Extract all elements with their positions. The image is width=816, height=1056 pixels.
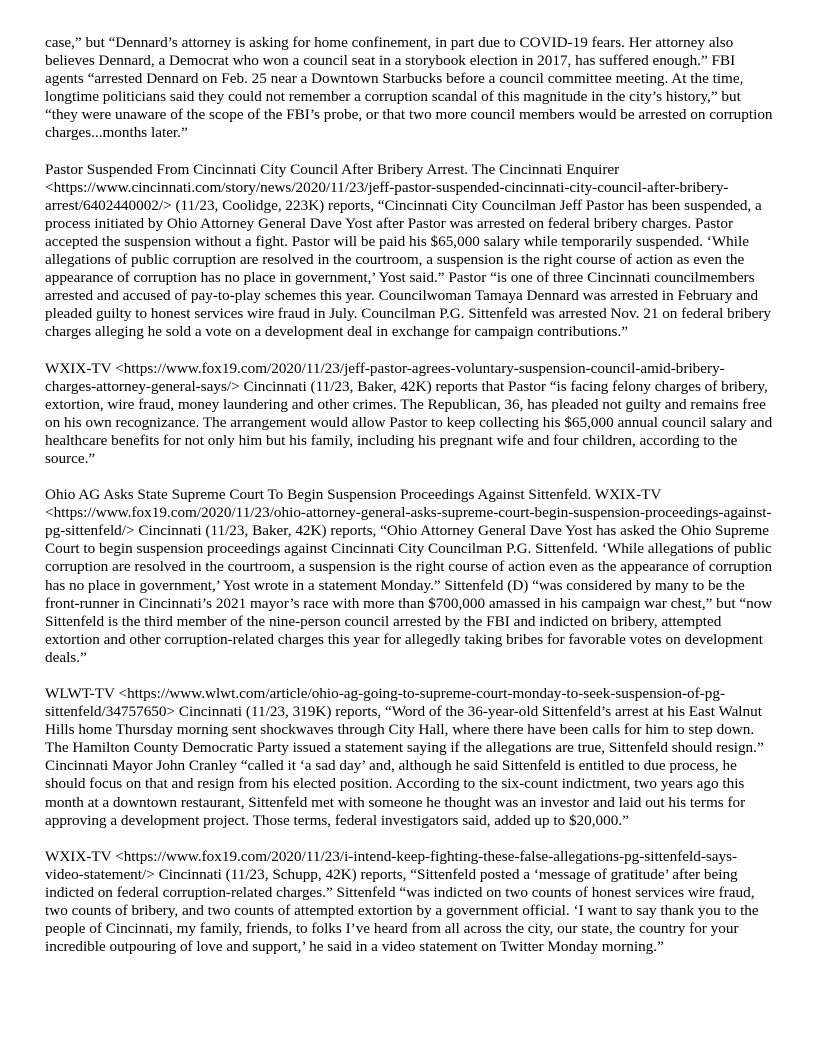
paragraph-dennard-continued: case,” but “Dennard’s attorney is asking for home confinement, in part due to COVID-19 fears. Her attorney also believes Dennard, a Democrat who won a council seat in a storybook election in 2017, has suffered enough.” FBI agents “arrested Dennard on Feb. 25 near a Downtown Starbucks before a council committee meeting. At the time, longtime politicians said they could not remember a corruption scandal of this magnitude in the city’s history,” but “they were unaware of the scope of the FBI’s probe, or that two more council members would be arrested on corruption charges...months later.” (45, 34, 773, 142)
document-page (45, 34, 773, 974)
paragraph-wxix-pastor: WXIX-TV <https://www.fox19.com/2020/11/23/jeff-pastor-agrees-voluntary-suspension-council-amid-bribery-charges-attorney-general-says/> Cincinnati (11/23, Baker, 42K) reports that Pastor “is facing felony charges of bribery, extortion, wire fraud, money laundering and other crimes. The Republican, 36, has pleaded not guilty and remains free on his own recognizance. The arrangement would allow Pastor to keep collecting his $65,000 annual council salary and healthcare benefits for not only him but his family, including his pregnant wife and four children, according to the source.” (45, 359, 773, 467)
paragraph-pastor-suspended: Pastor Suspended From Cincinnati City Council After Bribery Arrest. The Cincinnati Enquirer <https://www.cincinnati.com/story/news/2020/11/23/jeff-pastor-suspended-cincinnati-city-council-after-bribery-arrest/6402440002/> (11/23, Coolidge, 223K) reports, “Cincinnati City Councilman Jeff Pastor has been suspended, a process initiated by Ohio Attorney General Dave Yost after Pastor was arrested on federal bribery charges. Pastor accepted the suspension without a fight. Pastor will be paid his $65,000 salary while temporarily suspended. ‘While allegations of public corruption are resolved in the courtroom, a suspension is the right course of action as even the appearance of corruption has no place in government,’ Yost said.” Pastor “is one of three Cincinnati councilmembers arrested and accused of pay-to-play schemes this year. Councilwoman Tamaya Dennard was arrested in February and pleaded guilty to honest services wire fraud in July. Councilman P.G. Sittenfeld was arrested Nov. 21 on federal bribery charges alleging he sold a vote on a development deal in exchange for campaign contributions.” (45, 160, 772, 341)
paragraph-wlwt-sittenfeld: WLWT-TV <https://www.wlwt.com/article/ohio-ag-going-to-supreme-court-monday-to-seek-suspension-of-pg-sittenfeld/34757650> Cincinnati (11/23, 319K) reports, “Word of the 36-year-old Sittenfeld’s arrest at his East Walnut Hills home Thursday morning sent shockwaves through City Hall, where there have been calls for him to step down. The Hamilton County Democratic Party issued a statement saying if the allegations are true, Sittenfeld should resign.” Cincinnati Mayor John Cranley “called it ‘a sad day’ and, although he said Sittenfeld is entitled to due process, he should focus on that and resign from his elected position. According to the six-count indictment, two years ago this month at a downtown restaurant, Sittenfeld met with someone he thought was an investor and laid out his terms for approving a development project. Those terms, federal investigators said, added up to $20,000.” (45, 685, 764, 829)
paragraph-wxix-sittenfeld-statement: WXIX-TV <https://www.fox19.com/2020/11/23/i-intend-keep-fighting-these-false-allegations-pg-sittenfeld-says-video-statement/> Cincinnati (11/23, Schupp, 42K) reports, “Sittenfeld posted a ‘message of gratitude’ after being indicted on federal corruption-related charges.” Sittenfeld “was indicted on two counts of honest services wire fraud, two counts of bribery, and two counts of attempted extortion by a government official. ‘I want to say thank you to the people of Cincinnati, my family, friends, to folks I’ve heard from all across the city, our state, the country for your incredible outpouring of love and support,’ he said in a video statement on Twitter Monday morning.” (45, 847, 759, 956)
paragraph-ohio-ag-sittenfeld: Ohio AG Asks State Supreme Court To Begin Suspension Proceedings Against Sittenfeld. WXIX-TV <https://www.fox19.com/2020/11/23/ohio-attorney-general-asks-supreme-court-begin-suspension-proceedings-against-pg-sittenfeld/> Cincinnati (11/23, Baker, 42K) reports, “Ohio Attorney General Dave Yost has asked the Ohio Supreme Court to begin suspension proceedings against Cincinnati City Councilman P.G. Sittenfeld. ‘While allegations of public corruption are resolved in the courtroom, a suspension is the right course of action even as the appearance of corruption has no place in government,’ Yost wrote in a statement Monday.” Sittenfeld (D) “was considered by many to be the front-runner in Cincinnati’s 2021 mayor’s race with more than $700,000 amassed in his campaign war chest,” but “now Sittenfeld is the third member of the nine-person council arrested by the FBI and indicted on bribery, attempted extortion and other corruption-related charges this year for allegedly taking bribes for favorable votes on development deals.” (45, 486, 773, 666)
